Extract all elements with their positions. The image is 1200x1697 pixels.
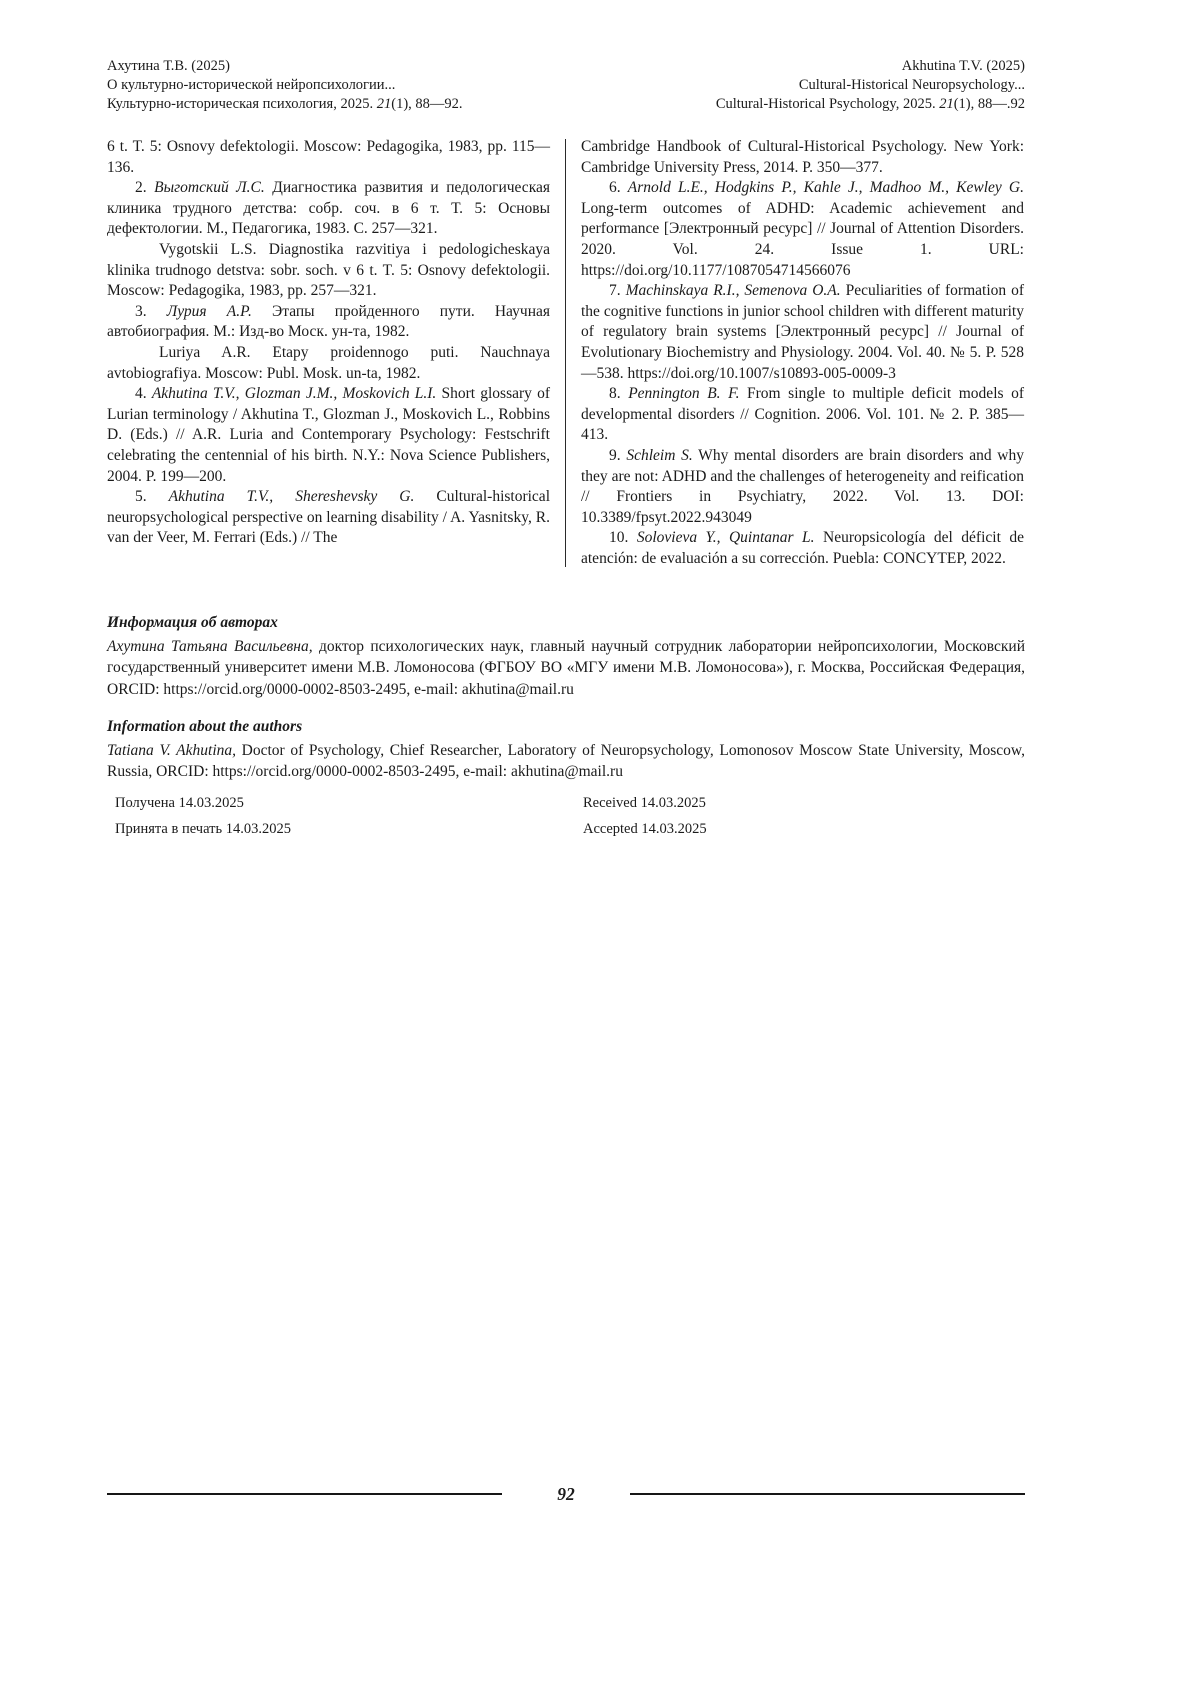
text: Vygotskii L.S. Diagnostika razvitiya i pedologicheskaya klinika trudnogo detstva: sobr. soch. v 6 t. T. 5: Osnovy defektologii. Moscow: Pedagogika, 1983, pp. 257—321. <box>107 240 550 300</box>
reference-entry <box>581 384 1024 446</box>
reference-entry <box>107 487 550 549</box>
accepted-date-ru: Принята в печать 14.03.2025 <box>115 821 291 837</box>
text: 3. <box>135 302 167 320</box>
text: 10. <box>609 529 637 547</box>
italic-text: Solovieva Y., Quintanar L. <box>636 529 815 547</box>
text: Cultural-historical neuropsychological perspective on learning disability / A. Yasnitsky, R. van der Veer, M. Ferrari (Eds.) // The <box>107 488 550 547</box>
footer-rule-left <box>107 1493 502 1495</box>
header-en-author-line: Akhutina T.V. (2025) <box>901 58 1025 74</box>
italic-text: Arnold L.E., Hodgkins P., Kahle J., Madhoo M., Kewley G. <box>627 179 1025 197</box>
text: Cambridge Handbook of Cultural-Historical Psychology. New York: Cambridge University Press, 2014. P. 350—377. <box>581 138 1024 176</box>
text: Short glossary of Lurian terminology / Akhutina T., Glozman J., Moskovich L., Robbins D. (Eds.) // A.R. Luria and Contemporary Psychology: Festschrift celebrating the centennial of his birth. N.Y.: Nova Science Publishers, 2004. P. 199—200. <box>107 385 550 485</box>
reference-entry <box>581 281 1024 384</box>
text: (1), 88—.92 <box>953 96 1025 112</box>
text: 5. <box>135 488 169 506</box>
reference-entry <box>581 137 1024 178</box>
italic-text: 21 <box>376 96 392 112</box>
submission-dates-en <box>583 790 707 842</box>
text: 8. <box>609 385 629 403</box>
text: Long-term outcomes of ADHD: Academic achievement and performance [Электронный ресурс] // Journal of Attention Disorders. 2020. Vol. 24. Issue 1. URL: https://doi.org/10.1177/1087054714566076 <box>581 199 1024 279</box>
italic-text: Akhutina T.V., Shereshevsky G. <box>168 488 415 506</box>
received-date-ru: Получена 14.03.2025 <box>115 795 244 811</box>
references-left-column <box>107 137 550 569</box>
footer-rule-right <box>630 1493 1025 1495</box>
reference-entry <box>107 178 550 240</box>
column-divider-rule <box>565 139 566 567</box>
text: Культурно-историческая психология, 2025. <box>107 96 377 112</box>
text: 6. <box>609 179 628 197</box>
references-right-column <box>581 137 1024 569</box>
accepted-date-en: Accepted 14.03.2025 <box>583 821 707 837</box>
text: Диагностика развития и педологическая клиника трудного детства: собр. соч. в 6 т. Т. 5: Основы дефектологии. М., Педагогика, 1983. С. 257—321. <box>107 179 550 238</box>
author-bio-en <box>107 740 1025 783</box>
text: 6 t. T. 5: Osnovy defektologii. Moscow: Pedagogika, 1983, pp. 115—136. <box>107 138 550 176</box>
text: 9. <box>609 446 627 464</box>
running-header-ru <box>107 57 463 114</box>
text: Doctor of Psychology, Chief Researcher, Laboratory of Neuropsychology, Lomonosov Moscow State University, Moscow, Russia, ORCID: https://orcid.org/0000-0002-8503-2495, e-mail: akhutina@mail.ru <box>107 741 1025 780</box>
authors-info-heading-ru: Информация об авторах <box>107 614 278 631</box>
italic-text: Schleim S. <box>626 446 693 464</box>
italic-text: Ахутина Татьяна Васильевна, <box>107 637 313 655</box>
text: доктор психологических наук, главный научный сотрудник лаборатории нейропсихологии, Московский государственный университет имени М.В. Ломоносова (ФГБОУ ВО «МГУ имени М.В. Ломоносова»), г. Москва, Российская Федерация, ORCID: https://orcid.org/0000-0002-8503-2495, e-mail: akhutina@mail.ru <box>107 637 1025 698</box>
italic-text: Machinskaya R.I., Semenova O.A. <box>625 282 841 300</box>
italic-text: Tatiana V. Akhutina, <box>107 741 237 759</box>
references-section <box>107 137 1025 569</box>
reference-entry <box>107 302 550 343</box>
italic-text: Akhutina T.V., Glozman J.M., Moskovich L.I. <box>151 385 437 403</box>
page-number: 92 <box>557 1484 575 1504</box>
reference-entry <box>581 178 1024 281</box>
italic-text: Выготский Л.С. <box>154 179 265 197</box>
text: Peculiarities of formation of the cognitive functions in junior school children with different maturity of regulatory brain systems [Электронный ресурс] // Journal of Evolutionary Biochemistry and Physiology. 2004. Vol. 40. № 5. P. 528—538. https://doi.org/10.1007/s10893-005-0009-3 <box>581 282 1025 382</box>
header-en-citation-line <box>716 95 1025 114</box>
text: From single to multiple deficit models of developmental disorders // Cognition. 2006. Vol. 101. № 2. P. 385—413. <box>581 385 1025 444</box>
authors-info-heading-en: Information about the authors <box>107 718 303 735</box>
header-ru-citation-line <box>107 95 463 114</box>
page-footer <box>107 1483 1025 1505</box>
reference-entry <box>107 343 550 384</box>
text: 2. <box>135 179 155 197</box>
author-bio-ru <box>107 636 1025 701</box>
italic-text: Pennington B. F. <box>628 385 740 403</box>
header-en-title-line: Cultural-Historical Neuropsychology... <box>798 77 1025 93</box>
reference-entry <box>107 137 550 178</box>
reference-entry <box>107 384 550 487</box>
text: Этапы пройденного пути. Научная автобиография. М.: Изд-во Моск. ун-та, 1982. <box>107 302 551 341</box>
italic-text: Лурия А.Р. <box>166 302 252 320</box>
reference-entry <box>107 240 550 302</box>
text: Why mental disorders are brain disorders and why they are not: ADHD and the challenges of heterogeneity and reification // Frontiers in Psychiatry, 2022. Vol. 13. DOI: 10.3389/fpsyt.2022.943049 <box>581 446 1024 526</box>
italic-text: 21 <box>939 96 954 112</box>
reference-entry <box>581 528 1024 569</box>
header-ru-author-line: Ахутина Т.В. (2025) <box>107 58 230 74</box>
submission-dates-ru <box>115 790 291 842</box>
text: Neuropsicología del déficit de atención: de evaluación a su corrección. Puebla: CONCYTEP, 2022. <box>581 529 1024 567</box>
text: (1), 88—92. <box>391 96 463 112</box>
text: Luriya A.R. Etapy proidennogo puti. Nauchnaya avtobiografiya. Moscow: Publ. Mosk. un-ta, 1982. <box>107 343 550 382</box>
received-date-en: Received 14.03.2025 <box>583 795 706 811</box>
header-ru-title-line: О культурно-исторической нейропсихологии... <box>107 77 396 93</box>
reference-entry <box>581 446 1024 528</box>
authors-info-section <box>107 612 1025 783</box>
text: Cultural-Historical Psychology, 2025. <box>715 96 940 112</box>
running-header <box>107 57 1025 114</box>
running-header-en <box>716 57 1025 114</box>
text: 4. <box>135 385 152 403</box>
text: 7. <box>609 282 626 300</box>
